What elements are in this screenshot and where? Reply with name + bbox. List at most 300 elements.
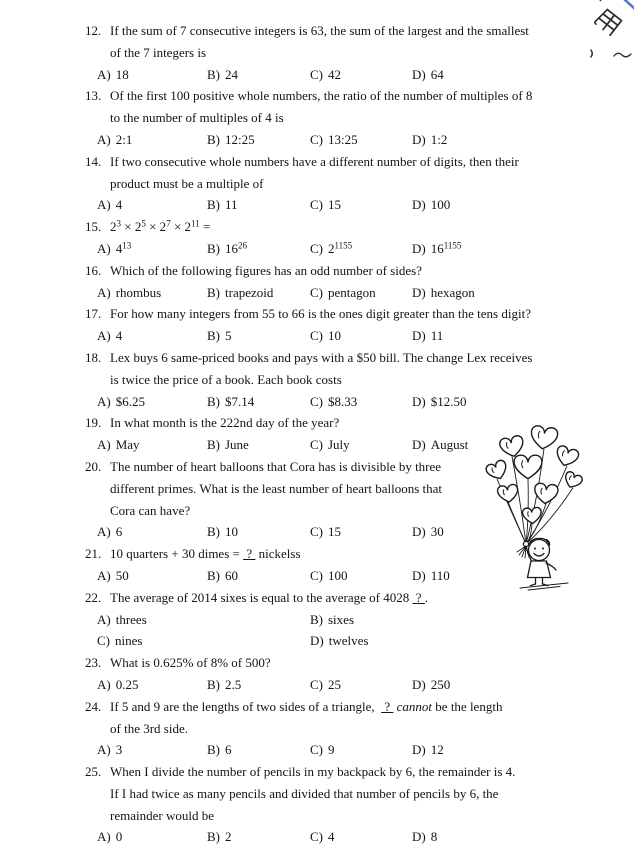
option-d — [412, 391, 466, 413]
question-17 — [85, 303, 634, 347]
option-value — [431, 437, 469, 452]
option-label: B) — [207, 742, 220, 758]
option-value — [431, 67, 444, 82]
text-segment: 26 — [238, 240, 247, 251]
text-segment: 10 quarters + 30 dimes = — [110, 546, 244, 562]
question-text-continued — [85, 369, 634, 391]
text-segment: 2 — [225, 829, 232, 845]
text-segment: 100 — [328, 567, 348, 583]
text-segment: 13:25 — [328, 131, 358, 147]
option-value — [431, 524, 444, 539]
option-value — [225, 394, 254, 409]
text-segment: 1155 — [334, 240, 353, 251]
option-label: A) — [97, 328, 111, 344]
text-segment: 4 — [115, 240, 123, 256]
text-segment: 13 — [122, 240, 132, 251]
options-row — [97, 521, 634, 543]
question-number: 21. — [85, 546, 102, 562]
question-text — [85, 652, 634, 674]
text-segment: 9 — [328, 742, 335, 758]
option-d — [412, 64, 444, 86]
option-d — [412, 674, 450, 696]
question-text — [85, 85, 634, 107]
option-label: C) — [310, 524, 323, 540]
option-a — [97, 434, 207, 456]
option-a — [97, 609, 310, 631]
option-label: D) — [412, 131, 426, 147]
text-segment: of the 3rd side. — [110, 720, 188, 736]
questions-list — [85, 20, 634, 848]
option-value — [328, 285, 376, 300]
text-segment: 250 — [430, 676, 451, 692]
text-segment: August — [430, 437, 469, 453]
option-d — [412, 325, 443, 347]
text-segment: For how many integers from 55 to 66 is the ones digit greater than the tens digit? — [110, 306, 531, 322]
question-text — [85, 347, 634, 369]
text-segment: May — [115, 437, 140, 453]
option-label: D) — [412, 197, 426, 213]
question-12 — [85, 20, 634, 85]
option-label: A) — [97, 66, 111, 82]
text-segment: remainder would be — [110, 807, 214, 823]
option-label: A) — [97, 742, 111, 758]
option-c — [310, 238, 412, 260]
text-segment: 4 — [328, 829, 335, 845]
question-number: 24. — [85, 698, 102, 714]
text-segment: 12:25 — [225, 131, 255, 147]
option-label: B) — [207, 66, 220, 82]
option-value — [225, 437, 249, 452]
option-value — [116, 328, 123, 343]
option-label: A) — [97, 567, 111, 583]
options-row — [97, 826, 634, 848]
text-segment: 12 — [430, 742, 444, 758]
question-text — [85, 456, 634, 478]
text-segment: 110 — [430, 567, 450, 583]
option-value — [328, 742, 335, 757]
option-value — [116, 394, 145, 409]
option-value — [225, 197, 238, 212]
option-label: D) — [412, 676, 426, 692]
option-value — [116, 742, 123, 757]
text-segment: If the sum of 7 consecutive integers is 63, the sum of the largest and the smallest — [110, 23, 529, 38]
text-segment: 6 — [225, 742, 232, 758]
text-segment: threes — [115, 611, 147, 627]
question-24 — [85, 696, 634, 761]
question-text — [85, 761, 634, 783]
option-value — [431, 328, 444, 343]
option-a — [97, 238, 207, 260]
option-value — [116, 437, 140, 452]
text-segment: 3 — [116, 218, 121, 229]
option-b — [207, 238, 310, 260]
option-d — [310, 630, 368, 652]
text-segment: 11 — [191, 218, 200, 229]
options-row — [97, 129, 634, 151]
question-text — [85, 543, 634, 565]
option-c — [310, 826, 412, 848]
text-segment: If I had twice as many pencils and divided that number of pencils by 6, the — [110, 785, 499, 801]
text-segment: 1155 — [443, 240, 462, 251]
option-label: C) — [310, 328, 323, 344]
option-value — [328, 67, 341, 82]
text-segment: × 2 — [145, 219, 167, 235]
text-segment: The number of heart balloons that Cora has is divisible by three — [110, 458, 442, 474]
question-number: 23. — [85, 655, 102, 671]
option-value — [329, 633, 369, 648]
option-label: A) — [97, 524, 111, 540]
text-segment: rhombus — [115, 284, 162, 300]
option-a — [97, 194, 207, 216]
option-value — [431, 829, 438, 844]
question-number: 20. — [85, 458, 102, 474]
text-segment: The average of 2014 sixes is equal to the average of 4028 — [110, 589, 413, 605]
option-value — [225, 241, 247, 256]
option-b — [207, 826, 310, 848]
option-b — [207, 129, 310, 151]
option-c — [310, 129, 412, 151]
question-22 — [85, 587, 634, 652]
option-a — [97, 521, 207, 543]
option-label: C) — [310, 240, 323, 256]
option-label: C) — [310, 567, 323, 583]
option-c — [310, 194, 412, 216]
text-segment: $8.33 — [328, 393, 358, 409]
question-text — [85, 412, 634, 434]
option-c — [310, 64, 412, 86]
text-segment: nickelss — [255, 546, 301, 562]
option-label: D) — [412, 66, 426, 82]
text-segment: Lex buys 6 same-priced books and pays with a $50 bill. The change Lex receives — [110, 349, 533, 365]
text-segment: 2:1 — [115, 131, 133, 147]
text-segment: 2 — [328, 240, 335, 256]
question-text-continued — [85, 42, 634, 64]
text-segment: Cora can have? — [110, 502, 191, 518]
options-row — [97, 630, 634, 652]
option-label: D) — [412, 437, 426, 453]
text-segment: $12.50 — [430, 393, 467, 409]
option-label: D) — [412, 240, 426, 256]
question-number: 13. — [85, 88, 102, 104]
text-segment: 8 — [430, 829, 438, 845]
option-label: D) — [412, 829, 426, 845]
question-text — [85, 20, 634, 42]
option-value — [431, 394, 467, 409]
question-text-continued — [85, 478, 634, 500]
option-value — [431, 241, 462, 256]
option-d — [412, 194, 450, 216]
option-label: C) — [310, 66, 323, 82]
option-b — [207, 194, 310, 216]
text-segment: Of the first 100 positive whole numbers, the ratio of the number of multiples of 8 — [110, 88, 533, 104]
option-b — [207, 674, 310, 696]
option-label: C) — [310, 742, 323, 758]
option-value — [328, 241, 352, 256]
option-value — [328, 394, 357, 409]
option-label: D) — [310, 633, 324, 649]
option-label: B) — [207, 284, 220, 300]
option-value — [431, 742, 444, 757]
text-segment: 18 — [115, 66, 129, 82]
option-a — [97, 565, 207, 587]
option-label: D) — [412, 328, 426, 344]
text-segment: × 2 — [170, 219, 192, 235]
question-number: 12. — [85, 23, 102, 38]
option-label: B) — [207, 328, 220, 344]
option-value — [431, 132, 448, 147]
text-segment: cannot — [396, 698, 433, 714]
option-d — [412, 434, 468, 456]
text-segment: sixes — [328, 611, 354, 627]
option-label: A) — [97, 131, 111, 147]
text-segment: Which of the following figures has an odd number of sides? — [110, 262, 422, 278]
option-value — [225, 829, 232, 844]
option-c — [310, 391, 412, 413]
option-value — [225, 285, 273, 300]
text-segment: different primes. What is the least number of heart balloons that — [110, 480, 443, 496]
text-segment: to the number of multiples of 4 is — [110, 110, 284, 126]
option-label: C) — [310, 197, 323, 213]
option-value — [116, 524, 123, 539]
text-segment: 50 — [115, 567, 129, 583]
question-text-continued — [85, 805, 634, 827]
text-segment: 7 — [166, 218, 171, 229]
option-c — [310, 282, 412, 304]
options-row — [97, 325, 634, 347]
option-value — [116, 677, 139, 692]
option-label: B) — [207, 393, 220, 409]
text-segment: is twice the price of a book. Each book costs — [110, 371, 342, 387]
option-value — [225, 677, 241, 692]
option-label: D) — [412, 393, 426, 409]
option-d — [412, 565, 450, 587]
option-value — [116, 132, 133, 147]
option-value — [225, 742, 232, 757]
question-text-continued — [85, 783, 634, 805]
options-row — [97, 64, 634, 86]
text-segment: 60 — [225, 567, 238, 583]
option-value — [116, 829, 123, 844]
text-segment: 4 — [115, 328, 123, 344]
options-row — [97, 282, 634, 304]
option-value — [328, 612, 354, 627]
blank-placeholder: ? — [381, 698, 394, 714]
text-segment: 11 — [225, 197, 238, 213]
option-d — [412, 521, 444, 543]
question-20 — [85, 456, 634, 543]
options-row — [97, 739, 634, 761]
question-text — [85, 151, 634, 173]
option-label: B) — [207, 524, 220, 540]
option-value — [328, 568, 348, 583]
question-text — [85, 587, 634, 609]
text-segment: What is 0.625% of 8% of 500? — [110, 655, 271, 671]
text-segment: 10 — [225, 524, 238, 540]
text-segment: nines — [115, 633, 143, 649]
option-b — [207, 739, 310, 761]
option-label: B) — [207, 240, 220, 256]
options-row — [97, 609, 634, 631]
option-b — [207, 325, 310, 347]
text-segment: 3 — [115, 742, 123, 758]
text-segment: If 5 and 9 are the lengths of two sides of a triangle, — [110, 698, 382, 714]
option-label: A) — [97, 197, 111, 213]
question-23 — [85, 652, 634, 696]
option-label: B) — [207, 197, 220, 213]
question-number: 18. — [85, 349, 102, 365]
blank-placeholder: ? — [412, 589, 425, 605]
option-a — [97, 64, 207, 86]
option-label: D) — [412, 567, 426, 583]
text-segment: twelves — [328, 633, 369, 649]
text-segment: July — [328, 437, 350, 453]
option-a — [97, 826, 207, 848]
text-segment: $7.14 — [225, 393, 255, 409]
option-value — [116, 285, 162, 300]
text-segment: $6.25 — [115, 393, 145, 409]
option-value — [431, 285, 475, 300]
option-label: B) — [207, 676, 220, 692]
options-row — [97, 434, 634, 456]
option-c — [310, 565, 412, 587]
option-a — [97, 739, 207, 761]
text-segment: = — [199, 219, 211, 235]
text-segment: 15 — [328, 524, 341, 540]
option-value — [225, 67, 238, 82]
text-segment: of the 7 integers is — [110, 44, 207, 60]
text-segment: 5 — [225, 328, 232, 344]
question-number: 14. — [85, 153, 102, 169]
text-segment: 4 — [115, 197, 123, 213]
text-segment: 2.5 — [225, 676, 242, 692]
option-b — [207, 391, 310, 413]
text-segment: When I divide the number of pencils in my backpack by 6, the remainder is 4. — [110, 764, 516, 780]
question-19 — [85, 412, 634, 456]
option-label: C) — [310, 676, 323, 692]
question-15 — [85, 216, 634, 260]
option-a — [97, 674, 207, 696]
text-segment: In what month is the 222nd day of the year? — [110, 415, 340, 431]
options-row — [97, 674, 634, 696]
option-b — [207, 282, 310, 304]
options-row — [97, 565, 634, 587]
option-label: B) — [207, 829, 220, 845]
option-label: A) — [97, 676, 111, 692]
text-segment: 30 — [430, 524, 444, 540]
text-segment: 10 — [328, 328, 341, 344]
option-value — [116, 241, 132, 256]
question-text-continued — [85, 500, 634, 522]
option-b — [207, 434, 310, 456]
text-segment: 5 — [141, 218, 146, 229]
question-number: 16. — [85, 262, 102, 278]
option-label: C) — [310, 829, 323, 845]
option-label: C) — [97, 633, 110, 649]
text-segment: hexagon — [430, 284, 475, 300]
options-row — [97, 238, 634, 260]
question-14 — [85, 151, 634, 216]
option-value — [328, 677, 341, 692]
option-d — [412, 129, 447, 151]
question-text — [85, 696, 634, 718]
option-label: A) — [97, 393, 111, 409]
option-value — [328, 829, 335, 844]
text-segment: be the length — [432, 698, 503, 714]
option-label: A) — [97, 829, 111, 845]
text-segment: 1:2 — [430, 131, 448, 147]
option-value — [225, 568, 238, 583]
option-a — [97, 325, 207, 347]
question-number: 25. — [85, 764, 102, 780]
question-13 — [85, 85, 634, 150]
question-text — [85, 303, 634, 325]
question-text — [85, 216, 634, 238]
question-text-continued — [85, 107, 634, 129]
option-label: A) — [97, 437, 111, 453]
option-a — [97, 282, 207, 304]
option-a — [97, 129, 207, 151]
text-segment: 24 — [225, 66, 238, 82]
question-text-continued — [85, 718, 634, 740]
option-value — [225, 328, 232, 343]
question-25 — [85, 761, 634, 848]
option-c — [310, 434, 412, 456]
options-row — [97, 194, 634, 216]
text-segment: × 2 — [121, 219, 142, 235]
option-value — [328, 132, 358, 147]
question-16 — [85, 260, 634, 304]
option-value — [431, 677, 451, 692]
text-segment: 6 — [115, 524, 123, 540]
option-value — [225, 132, 255, 147]
option-b — [207, 565, 310, 587]
option-value — [431, 197, 451, 212]
option-d — [412, 739, 444, 761]
option-label: B) — [207, 131, 220, 147]
text-segment: 15 — [328, 197, 341, 213]
option-c — [310, 325, 412, 347]
option-value — [328, 328, 341, 343]
option-label: D) — [412, 284, 426, 300]
text-segment: 16 — [430, 240, 444, 256]
text-segment: 2 — [110, 219, 117, 235]
question-number: 17. — [85, 306, 102, 322]
text-segment: . — [424, 589, 429, 605]
text-segment: 0 — [115, 829, 123, 845]
question-number: 15. — [85, 219, 102, 235]
option-b — [207, 64, 310, 86]
option-c — [97, 630, 310, 652]
option-label: D) — [412, 742, 426, 758]
option-c — [310, 674, 412, 696]
question-21 — [85, 543, 634, 587]
option-b — [207, 521, 310, 543]
option-label: D) — [412, 524, 426, 540]
question-number: 22. — [85, 589, 102, 605]
option-value — [116, 612, 147, 627]
option-value — [328, 524, 341, 539]
text-segment: product must be a multiple of — [110, 175, 264, 191]
option-value — [115, 633, 142, 648]
stamp-glyph-shi — [580, 0, 616, 2]
option-d — [412, 826, 437, 848]
option-value — [116, 568, 129, 583]
option-label: A) — [97, 240, 111, 256]
option-value — [116, 67, 129, 82]
option-label: C) — [310, 393, 323, 409]
option-value — [328, 197, 341, 212]
option-label: B) — [207, 437, 220, 453]
